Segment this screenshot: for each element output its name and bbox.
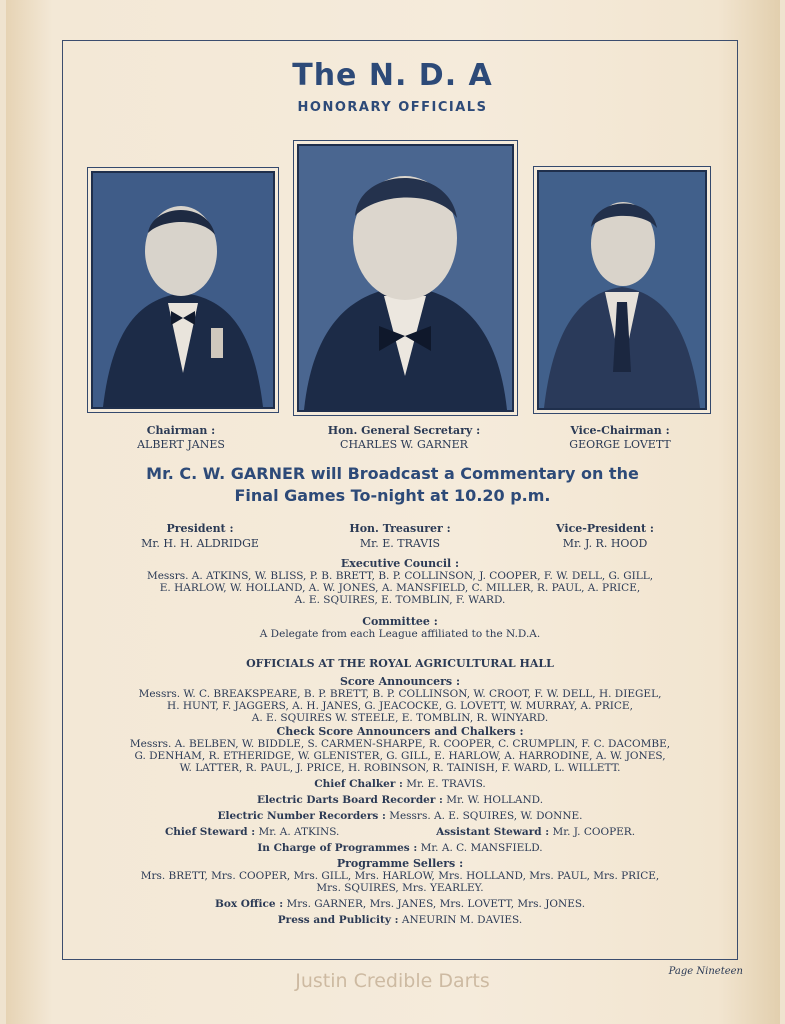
assistant-steward-label: Assistant Steward : (436, 826, 550, 838)
committee (80, 616, 720, 640)
hall-heading: OFFICIALS AT THE ROYAL AGRICULTURAL HALL (246, 657, 554, 670)
score-announcers-line: Messrs. W. C. BREAKSPEARE, B. P. BRETT, B. P. COLLINSON, W. CROOT, F. W. DELL, H. DIEGEL, (138, 688, 662, 700)
hon-general-secretary-role: Hon. General Secretary : (327, 424, 481, 437)
board-recorder-row (80, 794, 720, 806)
press-row (80, 914, 720, 926)
check-score-line: G. DENHAM, R. ETHERIDGE, W. GLENISTER, G. GILL, E. HARLOW, A. HARRODINE, A. W. JONES, (134, 750, 666, 762)
vice-chairman-role: Vice-Chairman : (570, 424, 670, 437)
page-number: Page Nineteen (668, 966, 743, 977)
vice-chairman-photo (537, 170, 707, 410)
programme-sellers-line: Mrs. SQUIRES, Mrs. YEARLEY. (316, 882, 484, 894)
treasurer-name: Mr. E. TRAVIS (359, 537, 441, 550)
executive-line: Messrs. A. ATKINS, W. BLISS, P. B. BRETT, B. P. COLLINSON, J. COOPER, F. W. DELL, G. GILL, (146, 570, 654, 582)
chief-steward-name: Mr. A. ATKINS. (258, 826, 340, 838)
number-recorders-label: Electric Number Recorders : (217, 810, 386, 822)
check-score-line: Messrs. A. BELBEN, W. BIDDLE, S. CARMEN-SHARPE, R. COOPER, C. CRUMPLIN, F. C. DACOMBE, (129, 738, 671, 750)
treasurer-role: Hon. Treasurer : (349, 522, 451, 535)
president-name: Mr. H. H. ALDRIDGE (141, 537, 259, 550)
vice-president-name: Mr. J. R. HOOD (562, 537, 648, 550)
vice-president-block (515, 521, 695, 551)
committee-heading: Committee : (362, 615, 438, 628)
programmes-name: Mr. A. C. MANSFIELD. (420, 842, 543, 854)
box-office-row (80, 898, 720, 910)
executive-line: A. E. SQUIRES, E. TOMBLIN, F. WARD. (294, 594, 506, 606)
chief-steward-label: Chief Steward : (164, 826, 256, 838)
watermark: Justin Credible Darts (295, 970, 490, 992)
number-recorders-row (80, 810, 720, 822)
stewards-row (80, 826, 720, 838)
vice-president-role: Vice-President : (556, 522, 654, 535)
score-announcers-line: H. HUNT, F. JAGGERS, A. H. JANES, G. JEACOCKE, G. LOVETT, W. MURRAY, A. PRICE, (167, 700, 633, 712)
score-announcers-line: A. E. SQUIRES W. STEELE, E. TOMBLIN, R. WINYARD. (251, 712, 549, 724)
executive-council (80, 558, 720, 606)
press-label: Press and Publicity : (277, 914, 399, 926)
check-score-heading: Check Score Announcers and Chalkers : (276, 725, 524, 738)
programme-sellers-line: Mrs. BRETT, Mrs. COOPER, Mrs. GILL, Mrs. HARLOW, Mrs. HOLLAND, Mrs. PAUL, Mrs. PRICE, (140, 870, 660, 882)
chief-chalker-label: Chief Chalker : (314, 778, 403, 790)
treasurer-block (310, 521, 490, 551)
page-subtitle: HONORARY OFFICIALS (297, 100, 488, 115)
vice-chairman-name: GEORGE LOVETT (569, 438, 671, 451)
broadcast-line-2: Final Games To-night at 10.20 p.m. (234, 486, 551, 505)
chief-chalker-name: Mr. E. TRAVIS. (406, 778, 486, 790)
executive-line: E. HARLOW, W. HOLLAND, A. W. JONES, A. MANSFIELD, C. MILLER, R. PAUL, A. PRICE, (159, 582, 641, 594)
score-announcers-heading: Score Announcers : (339, 675, 461, 688)
chief-chalker-row (80, 778, 720, 790)
vice-chairman-caption (525, 424, 715, 452)
chairman-photo (91, 171, 275, 409)
chairman-caption (86, 424, 276, 452)
programme-sellers-heading: Programme Sellers : (336, 857, 464, 870)
broadcast-line-1: Mr. C. W. GARNER will Broadcast a Commentary on the (146, 464, 639, 483)
chairman-name: ALBERT JANES (137, 438, 225, 451)
programmes-row (80, 842, 720, 854)
programmes-label: In Charge of Programmes : (257, 842, 418, 854)
executive-heading: Executive Council : (340, 557, 460, 570)
hall-officials (80, 658, 720, 926)
check-score-line: W. LATTER, R. PAUL, J. PRICE, H. ROBINSON, R. TAINISH, F. WARD, L. WILLETT. (179, 762, 621, 774)
hon-general-secretary-photo (297, 144, 514, 412)
press-name: ANEURIN M. DAVIES. (401, 914, 523, 926)
chairman-role: Chairman : (146, 424, 216, 437)
page-title: The N. D. A (292, 58, 493, 93)
number-recorders-names: Messrs. A. E. SQUIRES, W. DONNE. (389, 810, 583, 822)
hon-general-secretary-caption (293, 424, 515, 452)
box-office-names: Mrs. GARNER, Mrs. JANES, Mrs. LOVETT, Mrs. JONES. (286, 898, 586, 910)
board-recorder-label: Electric Darts Board Recorder : (256, 794, 443, 806)
assistant-steward-name: Mr. J. COOPER. (552, 826, 636, 838)
broadcast-notice (0, 463, 785, 507)
committee-text: A Delegate from each League affiliated to the N.D.A. (259, 628, 541, 640)
board-recorder-name: Mr. W. HOLLAND. (446, 794, 544, 806)
box-office-label: Box Office : (214, 898, 284, 910)
president-block (110, 521, 290, 551)
hon-general-secretary-name: CHARLES W. GARNER (340, 438, 468, 451)
president-role: President : (166, 522, 234, 535)
